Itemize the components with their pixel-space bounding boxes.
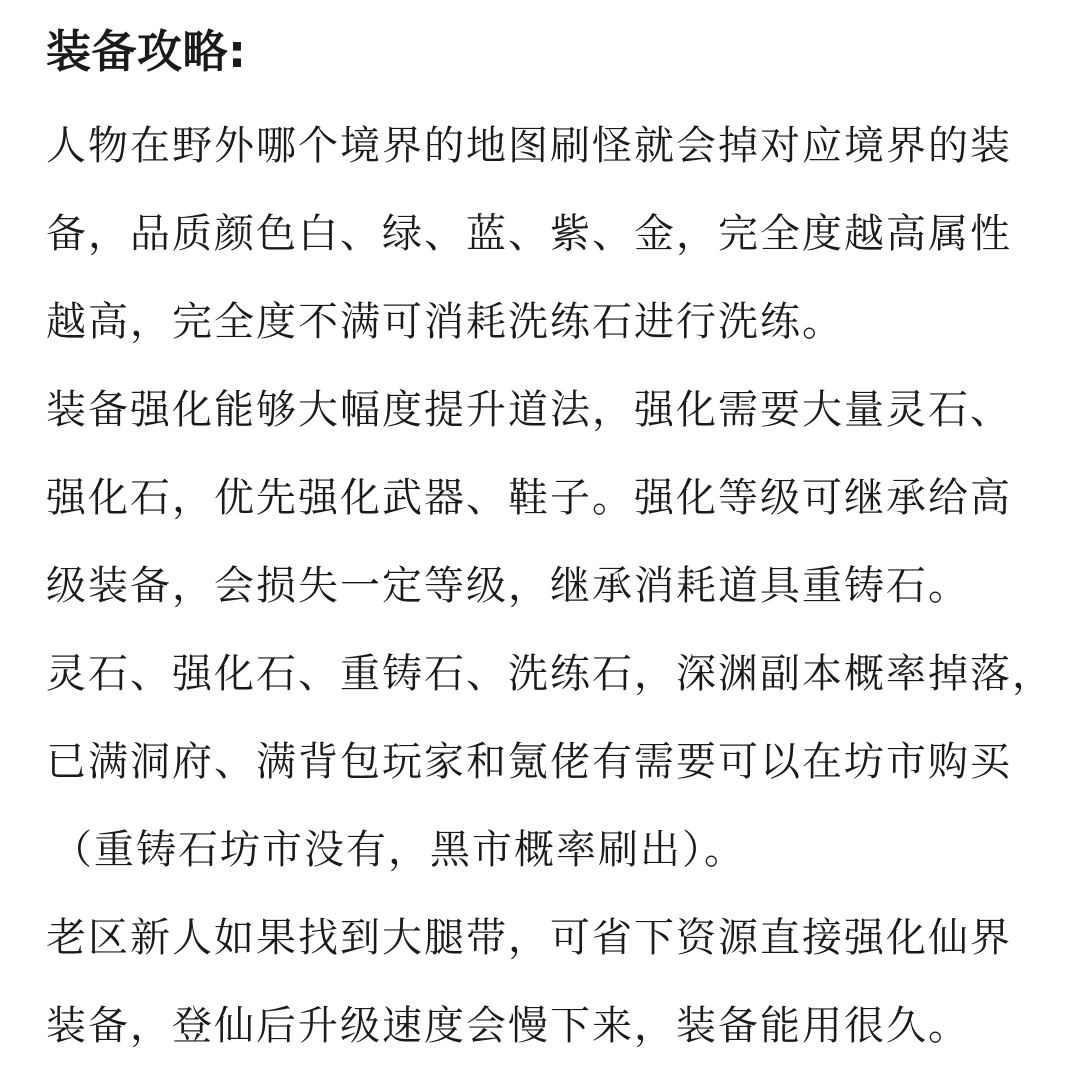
paragraph-line: 越高，完全度不满可消耗洗练石进行洗练。: [46, 299, 844, 345]
paragraph-line: 级装备，会损失一定等级，继承消耗道具重铸石。: [46, 563, 970, 609]
paragraph-line: （重铸石坊市没有，黑市概率刷出）。: [52, 827, 746, 873]
paragraph-line: 人物在野外哪个境界的地图刷怪就会掉对应境界的装: [46, 123, 1012, 169]
paragraph-line: 灵石、强化石、重铸石、洗练石，深渊副本概率掉落，: [46, 651, 1054, 697]
paragraph-line: 已满洞府、满背包玩家和氪佬有需要可以在坊市购买: [46, 739, 1012, 785]
paragraph-line: 装备强化能够大幅度提升道法，强化需要大量灵石、: [46, 387, 1012, 433]
paragraph-line: 老区新人如果找到大腿带，可省下资源直接强化仙界: [46, 915, 1012, 961]
paragraph-line: 强化石，优先强化武器、鞋子。强化等级可继承给高: [46, 475, 1012, 521]
paragraph-line: 备，品质颜色白、绿、蓝、紫、金，完全度越高属性: [46, 211, 1012, 257]
paragraph-line: 装备，登仙后升级速度会慢下来，装备能用很久。: [46, 1003, 970, 1049]
article-title: 装备攻略:: [46, 25, 247, 78]
